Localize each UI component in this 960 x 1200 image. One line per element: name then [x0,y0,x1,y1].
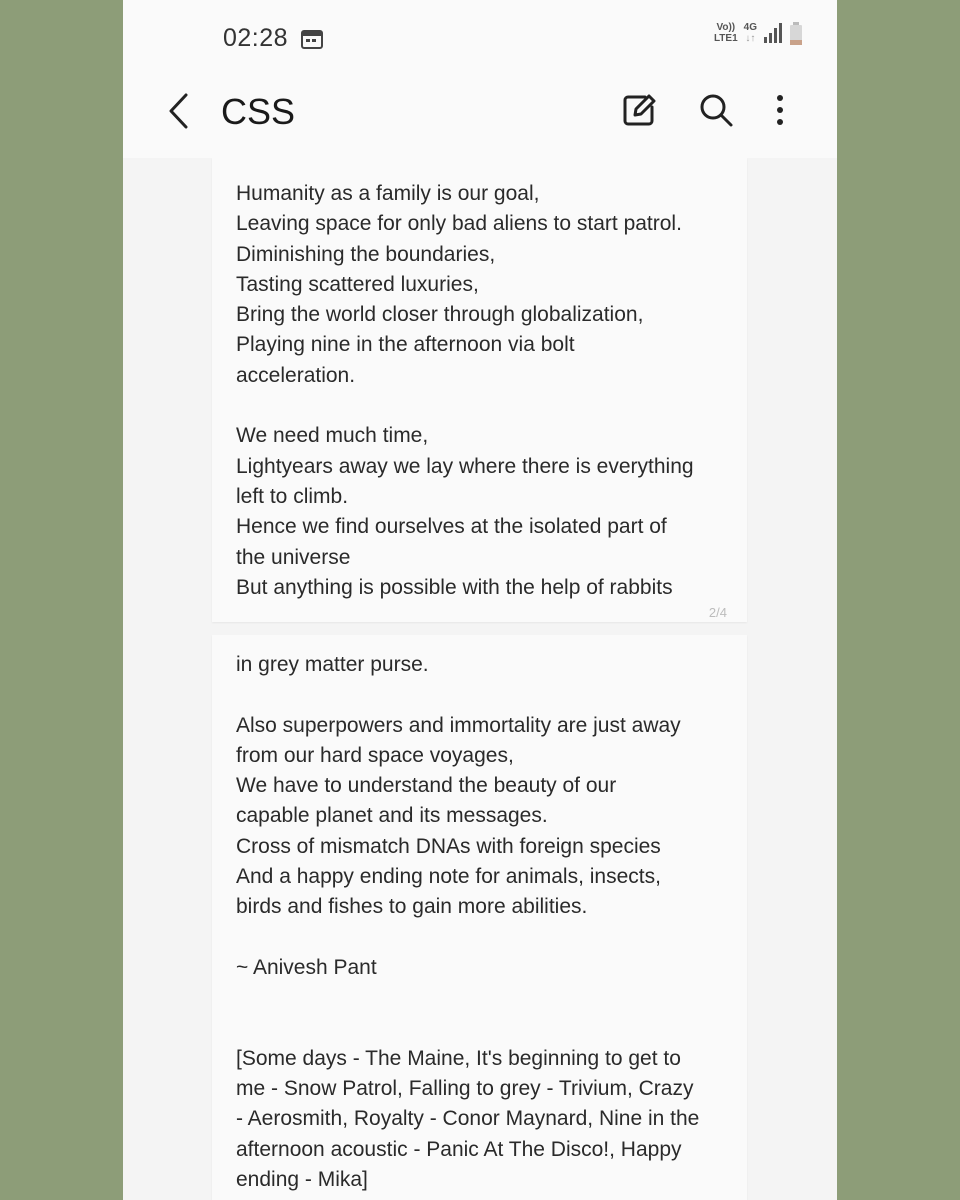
more-vertical-icon [775,93,785,127]
status-time: 02:28 [223,24,289,52]
edit-button[interactable] [618,89,660,131]
edit-note-icon [621,92,657,128]
note-page-text[interactable]: Humanity as a family is our goal, Leaving space for only bad aliens to start patrol. Diminishing the boundaries, Tasting scattered luxuries, Bring the world closer through globalization, Playing nine in the afternoon via bolt acceleration. We need much time, Lightyears away we lay where there is everything left to climb. Hence we find ourselves at the isolated part of the universe But anything is possible with the help of rabbits [236,182,694,599]
more-options-button[interactable] [759,89,801,131]
note-page-card [212,158,747,622]
chevron-left-icon [166,91,190,131]
note-title: CSS [221,91,296,132]
back-button[interactable] [161,91,195,131]
status-bar [123,0,837,75]
status-icons [714,22,803,46]
phone-screen [123,0,837,1200]
app-header [123,75,837,158]
signal-bars-icon [763,22,783,44]
search-button[interactable] [695,89,737,131]
battery-icon [789,22,803,46]
volte-indicator: Vo)) LTE1 [713,22,738,44]
page-number: 2/4 [708,605,727,620]
search-icon [698,92,734,128]
network-type-indicator: 4G ↓↑ [743,22,757,44]
note-page-card [212,635,747,1200]
note-page-text[interactable]: in grey matter purse. Also superpowers and immortality are just away from our hard space voyages, We have to understand the beauty of our capable planet and its messages. Cross of mismatch DNAs with foreign species And a happy ending note for animals, insects, birds and fishes to gain more abilities. ~ Anivesh Pant [Some days - The Maine, It's beginning to get to me - Snow Patrol, Falling to grey - Trivium, Crazy - Aerosmith, Royalty - Conor Maynard, Nine in the afternoon acoustic - Panic At The Disco!, Happy ending - Mika] [236,653,700,1192]
calendar-icon [301,29,323,49]
